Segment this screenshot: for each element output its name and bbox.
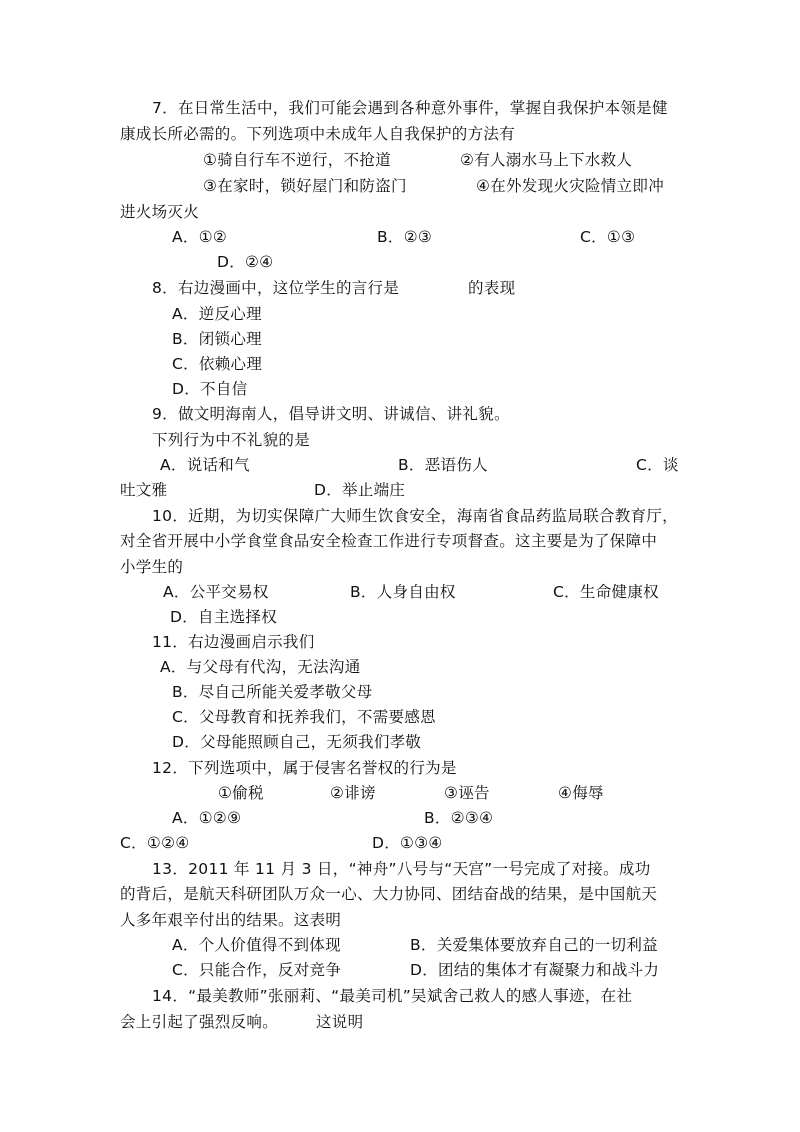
q9-option-c-cont: 吐文雅 (120, 481, 168, 499)
q14-stem-line2: 会上引起了强烈反响。 (120, 1013, 279, 1031)
q11-option-a: A．与父母有代沟，无法沟通 (160, 658, 361, 676)
q7-stem-line2: 康成长所必需的。下列选项中未成年人自我保护的方法有 (120, 125, 516, 143)
q10-option-b: B．人身自由权 (350, 583, 456, 601)
q13-option-d: D．团结的集体才有凝聚力和战斗力 (410, 961, 660, 979)
q13-option-b: B．关爱集体要放弃自己的一切利益 (410, 936, 658, 954)
q10-stem-line2: 对全省开展中小学食堂食品安全检查工作进行专项督查。这主要是为了保障中 (120, 532, 658, 550)
q9-stem-line1: 9．做文明海南人，倡导讲文明、讲诚信、讲礼貌。 (152, 405, 510, 423)
q7-item-4: ④在外发现火灾险情立即冲 (476, 177, 664, 195)
q7-item-1: ①骑自行车不逆行，不抢道 (203, 151, 391, 169)
q9-stem-line2: 下列行为中不礼貌的是 (152, 431, 311, 449)
q8-stem-end: 的表现 (468, 279, 516, 297)
q11-option-b: B．尽自己所能关爱孝敬父母 (172, 683, 373, 701)
q7-option-d: D．②④ (217, 253, 274, 271)
q9-option-c: C．谈 (636, 456, 679, 474)
q7-item-4-cont: 进火场灭火 (120, 203, 200, 221)
q10-option-c: C．生命健康权 (553, 583, 659, 601)
q8-option-d: D．不自信 (172, 380, 248, 398)
q8-option-a: A．逆反心理 (172, 305, 262, 323)
q12-item-4: ④侮辱 (558, 784, 604, 802)
q12-option-b: B．②③④ (424, 809, 494, 827)
q9-option-b: B．恶语伤人 (398, 456, 488, 474)
q12-stem: 12．下列选项中，属于侵害名誉权的行为是 (152, 759, 457, 777)
q10-option-d: D．自主选择权 (170, 608, 278, 626)
q14-stem-line1: 14．“最美教师”张丽莉、“最美司机”吴斌舍己救人的感人事迹，在社 (152, 987, 633, 1005)
q7-option-b: B．②③ (377, 228, 433, 246)
q7-option-a: A．①② (172, 228, 228, 246)
q12-item-3: ③诬告 (444, 784, 490, 802)
q7-item-3: ③在家时，锁好屋门和防盗门 (203, 177, 407, 195)
q13-option-a: A．个人价值得不到体现 (172, 936, 341, 954)
q10-stem-line3: 小学生的 (120, 558, 184, 576)
q9-option-d: D．举止端庄 (314, 481, 406, 499)
q13-stem-line1: 13．2011 年 11 月 3 日，“神舟”八号与“天宫”一号完成了对接。成功 (152, 860, 651, 878)
q11-stem: 11．右边漫画启示我们 (152, 633, 315, 651)
q12-option-c: C．①②④ (120, 834, 190, 852)
q11-option-c: C．父母教育和抚养我们，不需要感恩 (172, 708, 436, 726)
q7-stem-line1: 7．在日常生活中，我们可能会遇到各种意外事件，掌握自我保护本领是健 (152, 99, 668, 117)
q10-stem-line1: 10．近期，为切实保障广大师生饮食安全，海南省食品药监局联合教育厅， (152, 507, 678, 525)
q10-option-a: A．公平交易权 (163, 583, 269, 601)
q8-stem: 8．右边漫画中，这位学生的言行是 (152, 279, 400, 297)
q9-option-a: A．说话和气 (160, 456, 250, 474)
q12-item-1: ①偷税 (218, 784, 264, 802)
q7-option-c: C．①③ (580, 228, 636, 246)
q7-item-2: ②有人溺水马上下水救人 (460, 151, 633, 169)
q8-option-b: B．闭锁心理 (172, 330, 262, 348)
q13-stem-line3: 人多年艰辛付出的结果。这表明 (120, 911, 342, 929)
q13-option-c: C．只能合作，反对竞争 (172, 961, 342, 979)
q14-stem-line2-end: 这说明 (316, 1013, 364, 1031)
q12-item-2: ②诽谤 (330, 784, 376, 802)
q12-option-d: D．①③④ (372, 834, 443, 852)
q8-option-c: C．依赖心理 (172, 355, 263, 373)
q13-stem-line2: 的背后，是航天科研团队万众一心、大力协同、团结奋战的结果，是中国航天 (120, 885, 658, 903)
q11-option-d: D．父母能照顾自己，无须我们孝敬 (172, 733, 422, 751)
q12-option-a: A．①②⑨ (172, 809, 242, 827)
